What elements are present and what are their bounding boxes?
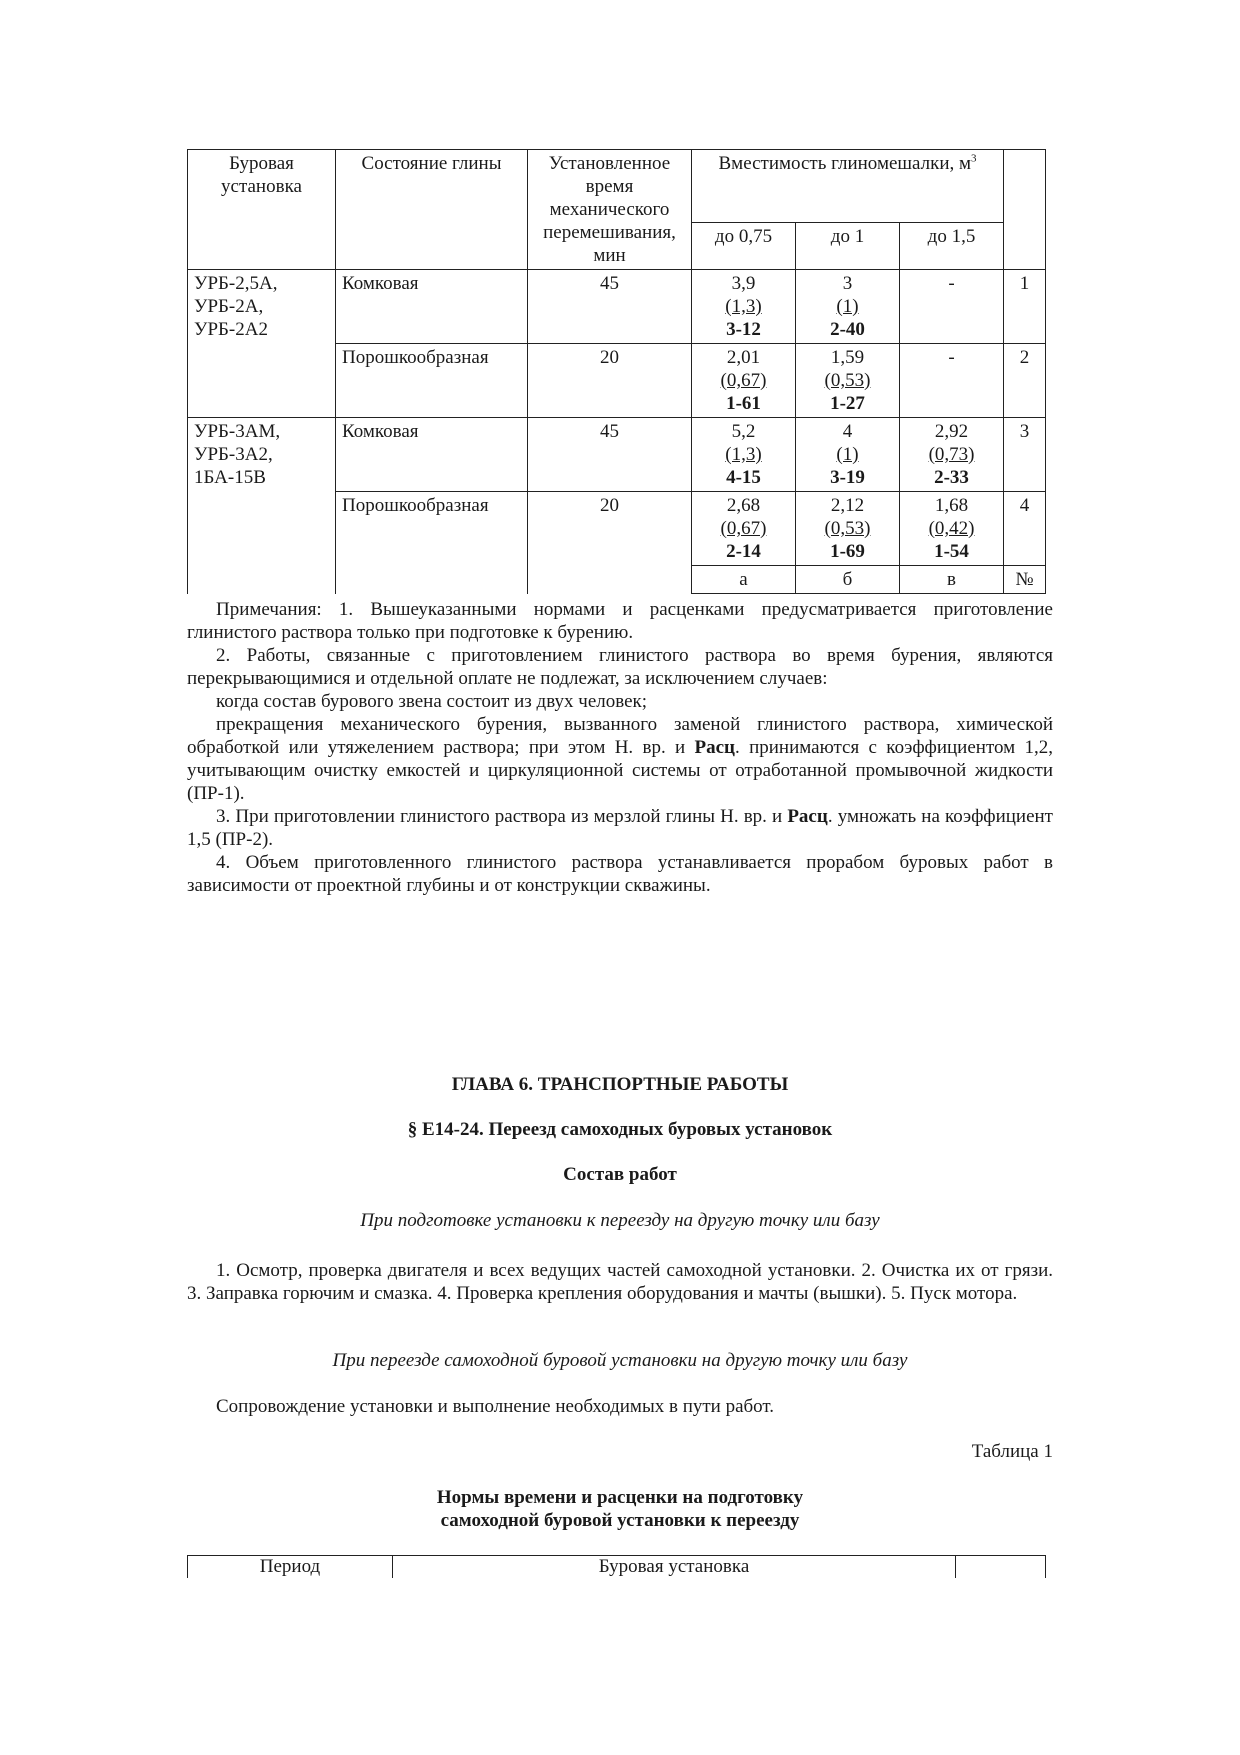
- time-norm: 2,68: [726, 495, 761, 516]
- time-norm: 5,2: [731, 421, 756, 442]
- time-norm: 4: [842, 421, 853, 442]
- labor-cost: (0,42): [928, 518, 975, 539]
- rig-cell-group2: [188, 418, 336, 594]
- header-rig: Буровая установка: [188, 150, 336, 270]
- value-cell-a: [692, 344, 796, 418]
- header-number-blank: [1004, 150, 1046, 270]
- note-4: 4. Объем приготовленного глинистого раствора устанавливается прорабом буровых работ в зависимости от проектной глубины и от конструкции скважины.: [187, 852, 1053, 896]
- subheading-preparation: При подготовке установки к переезду на другую точку или базу: [360, 1210, 880, 1231]
- rate: 2-14: [726, 541, 761, 562]
- clay-cell: Порошкообразная: [336, 344, 528, 418]
- value-cell-c: [900, 492, 1004, 566]
- note-3: [187, 805, 1053, 851]
- section-title: § Е14-24. Переезд самоходных буровых установок: [407, 1119, 833, 1140]
- labor-cost: (1): [836, 444, 859, 465]
- header-blank: [956, 1556, 1046, 1579]
- header-capacity: [692, 150, 1004, 223]
- time-norm: 2,01: [726, 347, 761, 368]
- note-2b-text-2: . принимаются с коэффициентом 1,2, учитывающим очистку емкостей и циркуляционной системы от отработанной промывочной жидкости (ПР-1).: [187, 737, 1053, 804]
- chapter-title: ГЛАВА 6. ТРАНСПОРТНЫЕ РАБОТЫ: [451, 1074, 789, 1095]
- labor-cost: (1,3): [725, 296, 762, 317]
- time-norm: -: [948, 347, 955, 368]
- header-rig: Буровая установка: [393, 1556, 956, 1579]
- header-capacity-sup: 3: [971, 152, 977, 165]
- note-3-bold: Расц: [787, 806, 828, 827]
- header-mixing-time: Установленное время механического перемешивания, мин: [528, 150, 692, 270]
- time-norm: 3,9: [731, 273, 756, 294]
- table-label: Таблица 1: [971, 1441, 1053, 1462]
- rate: 2-33: [934, 467, 969, 488]
- rate: 3-19: [830, 467, 865, 488]
- labor-cost: (0,53): [824, 518, 871, 539]
- note-2: 2. Работы, связанные с приготовлением глинистого раствора во время бурения, являются перекрывающимися и отдельной оплате не подлежат, за исключением случаев:: [187, 645, 1053, 689]
- header-cap-075: до 0,75: [692, 222, 796, 269]
- header-cap-15: до 1,5: [900, 222, 1004, 269]
- header-capacity-text: Вместимость глиномешалки, м: [718, 153, 972, 174]
- time-norm: 1,59: [830, 347, 865, 368]
- row-number: 3: [1004, 418, 1046, 492]
- rig-name-line: 1БА-15В: [194, 467, 266, 488]
- note-1: Примечания: 1. Вышеуказанными нормами и расценками предусматривается приготовление глинистого раствора только при подготовке к бурению.: [187, 599, 1053, 643]
- paragraph-preparation: 1. Осмотр, проверка двигателя и всех ведущих частей самоходной установки. 2. Очистка их от грязи. 3. Заправка горючим и смазка. 4. Проверка крепления оборудования и мачты (вышки). 5. Пуск мотора.: [187, 1260, 1053, 1304]
- value-cell-b: [796, 344, 900, 418]
- value-cell-a: [692, 270, 796, 344]
- column-number-sign: №: [1004, 566, 1046, 594]
- labor-cost: (0,53): [824, 370, 871, 391]
- rig-cell-group1: [188, 270, 336, 418]
- time-norm: -: [948, 273, 955, 294]
- note-3-text-2: . умножать на коэффициент 1,5 (ПР-2).: [187, 806, 1053, 850]
- time-norm: 2,92: [934, 421, 969, 442]
- labor-cost: (0,67): [720, 518, 767, 539]
- value-cell-b: [796, 270, 900, 344]
- rate: 2-40: [830, 319, 865, 340]
- rate: 4-15: [726, 467, 761, 488]
- table-title-line-2: самоходной буровой установки к переезду: [440, 1510, 800, 1531]
- value-cell-a: [692, 418, 796, 492]
- labor-cost: (0,67): [720, 370, 767, 391]
- time-cell: 20: [528, 492, 692, 594]
- note-2b-text-1: прекращения механического бурения, вызванного заменой глинистого раствора, химической обработкой или утяжелением раствора; при этом Н. вр. и: [187, 714, 1053, 758]
- clay-cell: Комковая: [336, 270, 528, 344]
- value-cell-a: [692, 492, 796, 566]
- time-norm: 3: [842, 273, 853, 294]
- clay-cell: Порошкообразная: [336, 492, 528, 594]
- norms-table-1-header: [187, 1555, 1046, 1578]
- column-letter-b: б: [796, 566, 900, 594]
- column-letter-c: в: [900, 566, 1004, 594]
- note-2-case-b: [187, 713, 1053, 805]
- header-period: Период: [188, 1556, 393, 1579]
- time-norm: 2,12: [830, 495, 865, 516]
- table-title-line-1: Нормы времени и расценки на подготовку: [436, 1487, 804, 1508]
- row-number: 2: [1004, 344, 1046, 418]
- notes-block: [187, 598, 1053, 897]
- value-cell-c: [900, 418, 1004, 492]
- labor-cost: (1,3): [725, 444, 762, 465]
- paragraph-relocation: Сопровождение установки и выполнение необходимых в пути работ.: [216, 1396, 775, 1417]
- rig-name-line: УРБ-2А2: [194, 319, 268, 340]
- note-2b-bold: Расц: [694, 737, 736, 758]
- clay-cell: Комковая: [336, 418, 528, 492]
- rig-name-line: УРБ-2А,: [194, 296, 264, 317]
- labor-cost: (1): [836, 296, 859, 317]
- rate: 1-61: [726, 393, 761, 414]
- rate: 1-54: [934, 541, 969, 562]
- time-cell: 20: [528, 344, 692, 418]
- value-cell-c: [900, 344, 1004, 418]
- rig-name-line: УРБ-3АМ,: [194, 421, 281, 442]
- row-number: 1: [1004, 270, 1046, 344]
- rate: 1-27: [830, 393, 865, 414]
- composition-heading: Состав работ: [563, 1164, 677, 1185]
- row-number: 4: [1004, 492, 1046, 566]
- header-clay-state: Состояние глины: [336, 150, 528, 270]
- value-cell-b: [796, 418, 900, 492]
- header-cap-1: до 1: [796, 222, 900, 269]
- rate: 1-69: [830, 541, 865, 562]
- value-cell-c: [900, 270, 1004, 344]
- column-letter-a: а: [692, 566, 796, 594]
- time-cell: 45: [528, 418, 692, 492]
- labor-cost: (0,73): [928, 444, 975, 465]
- note-2-case-a: когда состав бурового звена состоит из двух человек;: [216, 691, 648, 712]
- rig-name-line: УРБ-2,5А,: [194, 273, 278, 294]
- value-cell-b: [796, 492, 900, 566]
- time-cell: 45: [528, 270, 692, 344]
- rig-name-line: УРБ-3А2,: [194, 444, 273, 465]
- note-3-text-1: 3. При приготовлении глинистого раствора из мерзлой глины Н. вр. и: [216, 806, 788, 827]
- subheading-relocation: При переезде самоходной буровой установки на другую точку или базу: [332, 1350, 908, 1371]
- time-norm: 1,68: [934, 495, 969, 516]
- norms-table-continued: [187, 149, 1046, 594]
- rate: 3-12: [726, 319, 761, 340]
